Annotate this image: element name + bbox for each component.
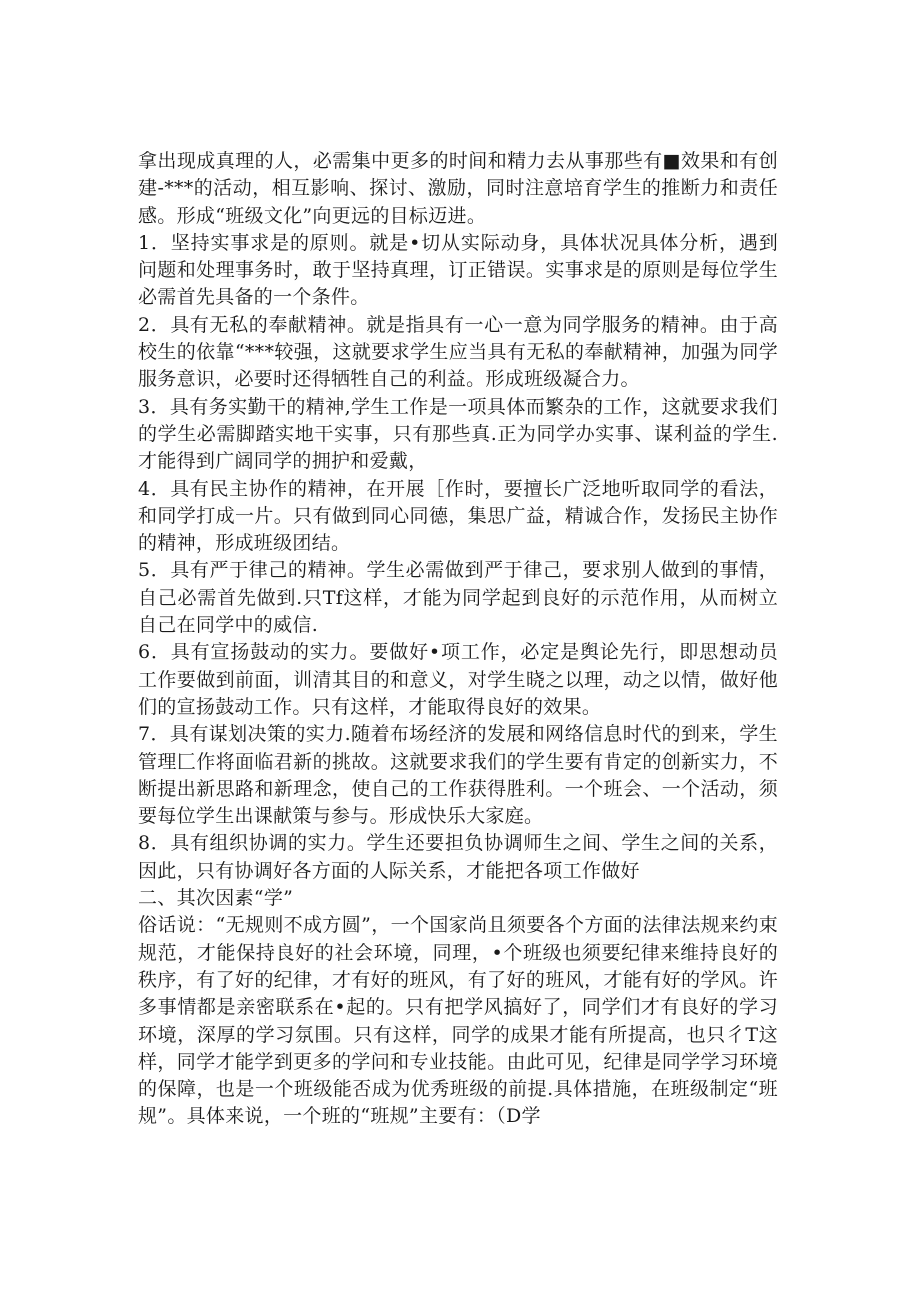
- paragraph-item-1: 1．坚持实事求是的原则。就是•切从实际动身，具体状况具体分析，遇到问题和处理事务时，敢于坚持真理，订正错误。实事求是的原则是每位学生必需首先具备的一个条件。: [138, 231, 778, 309]
- paragraph-item-4: 4．具有民主协作的精神，在开展［作时，要擅长广泛地听取同学的看法，和同学打成一片。只有做到同心同德，集思广益，精诚合作，发扬民主协作的精神，形成班级团结。: [138, 477, 778, 555]
- paragraph-item-3: 3．具有务实勤干的精神,学生工作是一项具体而繁杂的工作，这就要求我们的学生必需脚踏实地干实事，只有那些真.正为同学办实事、谋利益的学生.才能得到广阔同学的拥护和爱戴，: [138, 395, 778, 473]
- paragraph-item-2: 2．具有无私的奉献精神。就是指具有一心一意为同学服务的精神。由于高校生的依靠“***较强，这就要求学生应当具有无私的奉献精神，加强为同学服务意识，必要时还得牺牲自己的利益。形成班级凝合力。: [138, 313, 778, 391]
- paragraph-intro: 拿出现成真理的人，必需集中更多的时间和精力去从事那些有■效果和有创建-***的活动，相互影响、探讨、激励，同时注意培育学生的推断力和责任感。形成“班级文化”向更远的目标迈进。: [138, 150, 778, 227]
- document-body: [138, 148, 778, 1131]
- paragraph-item-8: 8．具有组织协调的实力。学生还要担负协调师生之间、学生之间的关系，因此，只有协调好各方面的人际关系，才能把各项工作做好: [138, 832, 778, 882]
- section-heading: 二、其次因素“学”: [138, 887, 294, 910]
- paragraph-item-6: 6．具有宣扬鼓动的实力。要做好•项工作，必定是舆论先行，即思想动员工作要做到前面，训清其目的和意义，对学生晓之以理，动之以情，做好他们的宣扬鼓动工作。只有这样，才能取得良好的效果。: [138, 641, 778, 718]
- paragraph-section-body: 俗话说：“无规则不成方圆”，一个国家尚且须要各个方面的法律法规来约束规范，才能保持良好的社会环境，同理，•个班级也须要纪律来维持良好的秩序，有了好的纪律，才有好的班风，有了好的班风，才能有好的学风。许多事情都是亲密联系在•起的。只有把学风搞好了，同学们才有良好的学习环境，深厚的学习氛围。只有这样，同学的成果才能有所提高，也只彳T这样，同学才能学到更多的学问和专业技能。由此可见，纪律是同学学习环境的保障，也是一个班级能否成为优秀班级的前提.具体措施，在班级制定“班规”。具体来说，一个班的“班规”主要有：（D学: [138, 914, 778, 1128]
- paragraph-item-5: 5．具有严于律己的精神。学生必需做到严于律己，要求别人做到的事情，自己必需首先做到.只Tf这样，才能为同学起到良好的示范作用，从而树立自己在同学中的威信.: [138, 559, 778, 637]
- paragraph-item-7: 7．具有谋划决策的实力.随着布场经济的发展和网络信息时代的到来，学生管理匚作将面临君新的挑故。这就要求我们的学生要有肯定的创新实力，不断提出新思路和新理念，使自己的工作获得胜利。一个班会、一个活动，须要每位学生出课献策与参与。形成快乐大家庭。: [138, 723, 778, 828]
